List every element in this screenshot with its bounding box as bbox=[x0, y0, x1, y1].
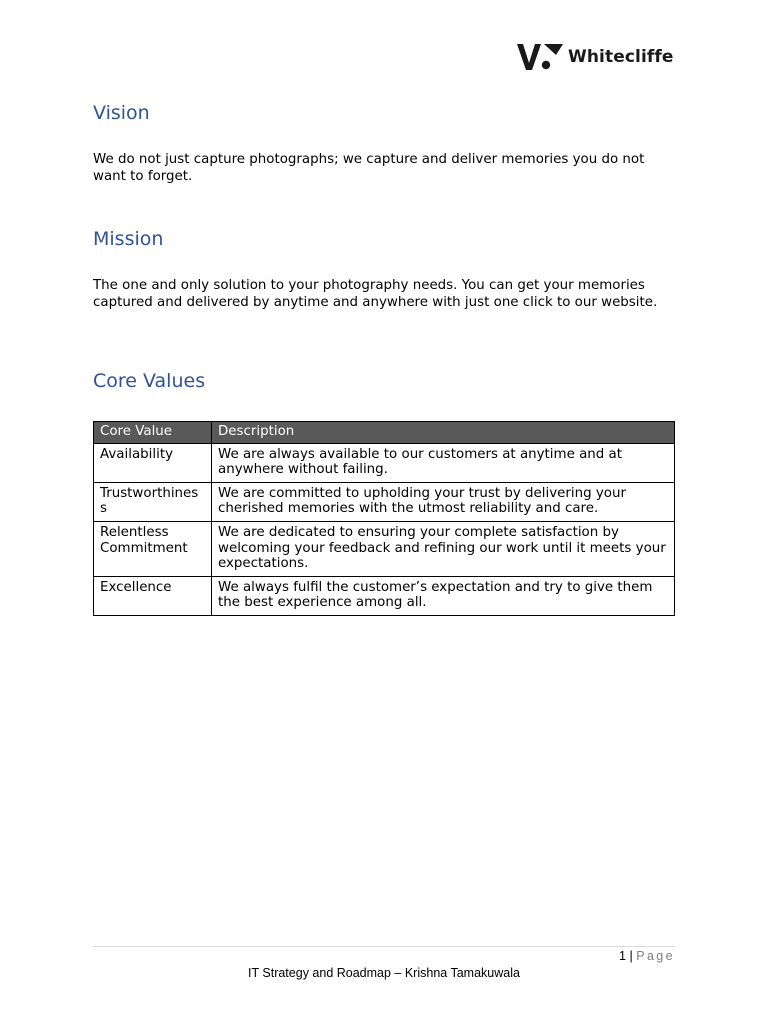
footer-divider bbox=[93, 946, 675, 947]
core-value-cell: Trustworthiness bbox=[94, 482, 212, 521]
column-header-core-value: Core Value bbox=[94, 422, 212, 444]
mission-text: The one and only solution to your photography needs. You can get your memories captured and delivered by anytime and anywhere with just one click to our website. bbox=[93, 278, 658, 311]
core-value-cell: Relentless Commitment bbox=[94, 521, 212, 576]
table-row bbox=[94, 482, 675, 521]
core-value-cell: Availability bbox=[94, 443, 212, 482]
whitecliffe-logo-icon bbox=[516, 43, 564, 71]
logo-wordmark: Whitecliffe bbox=[568, 47, 674, 67]
footer-text: IT Strategy and Roadmap – Krishna Tamakuwala bbox=[248, 966, 520, 980]
whitecliffe-logo bbox=[516, 42, 674, 72]
core-values-heading: Core Values bbox=[93, 370, 206, 392]
mission-heading: Mission bbox=[93, 228, 164, 250]
page-number bbox=[619, 948, 675, 964]
vision-text: We do not just capture photographs; we capture and deliver memories you do not want to forget. bbox=[93, 152, 645, 185]
table-row bbox=[94, 521, 675, 576]
page-number-value: 1 bbox=[619, 949, 626, 963]
description-cell: We are committed to upholding your trust by delivering your cherished memories with the utmost reliability and care. bbox=[212, 482, 675, 521]
page-number-separator: | bbox=[629, 949, 633, 963]
table-row bbox=[94, 443, 675, 482]
description-cell: We are dedicated to ensuring your complete satisfaction by welcoming your feedback and refining our work until it meets your expectations. bbox=[212, 521, 675, 576]
table-row bbox=[94, 576, 675, 615]
core-values-table bbox=[93, 421, 675, 616]
page-word: Page bbox=[636, 949, 675, 963]
description-cell: We always fulfil the customer’s expectation and try to give them the best experience among all. bbox=[212, 576, 675, 615]
table-header-row bbox=[94, 422, 675, 444]
column-header-description: Description bbox=[212, 422, 675, 444]
description-cell: We are always available to our customers at anytime and at anywhere without failing. bbox=[212, 443, 675, 482]
vision-heading: Vision bbox=[93, 102, 150, 124]
core-value-cell: Excellence bbox=[94, 576, 212, 615]
